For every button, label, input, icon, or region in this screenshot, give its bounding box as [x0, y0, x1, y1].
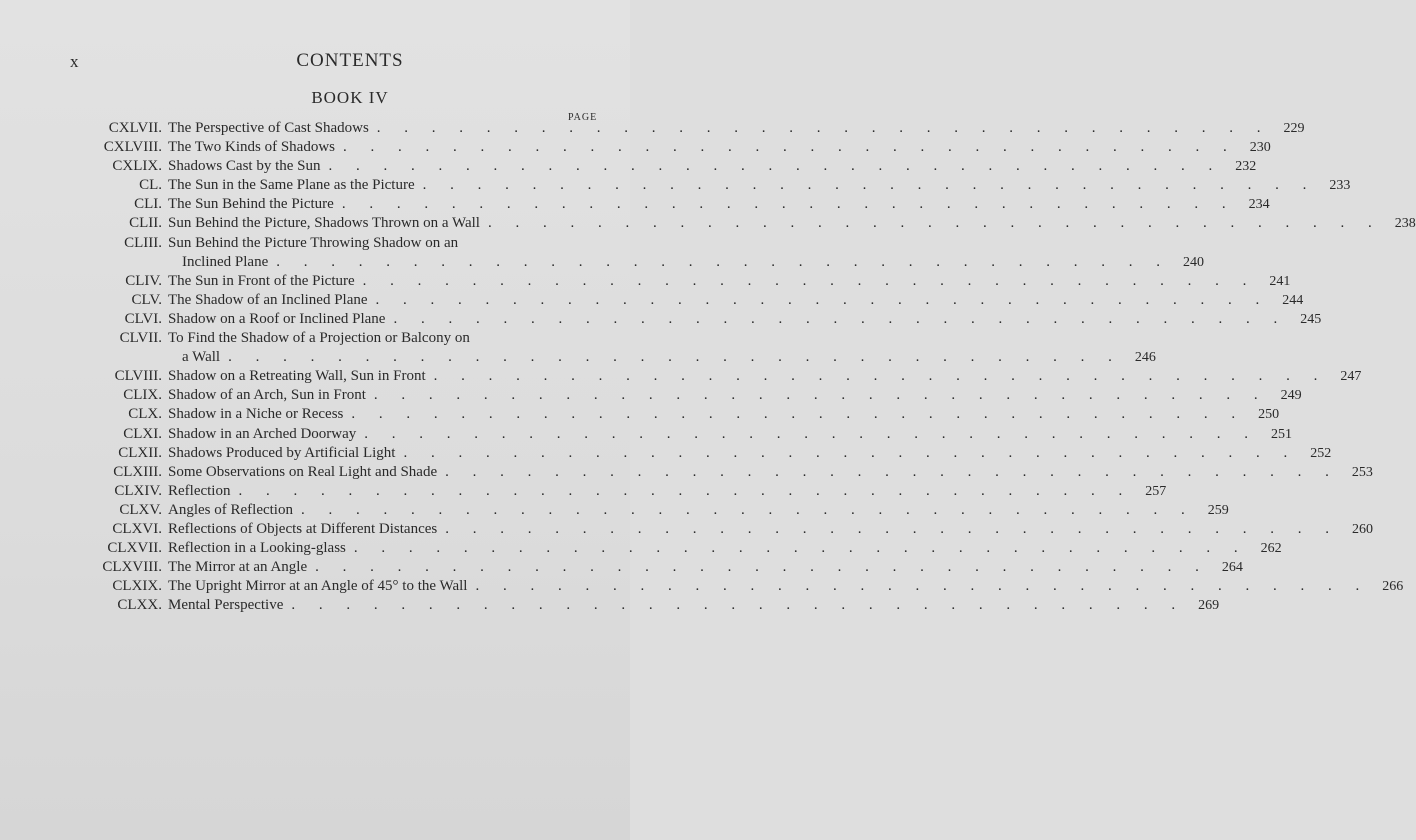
toc-entry: [60, 176, 1351, 195]
chapter-number: CXLVII.: [108, 120, 162, 136]
chapter-title: Shadow of an Arch, Sun in Front: [168, 387, 366, 404]
chapter-title: The Sun in Front of the Picture: [168, 272, 355, 289]
chapter-number: CLIX.: [123, 387, 162, 404]
chapter-title: Shadows Cast by the Sun: [168, 158, 321, 175]
dot-leaders: . . . . . . . . . . . . . . . . . . . . . . . . . . . . . . . . .: [328, 158, 1223, 175]
dot-leaders: . . . . . . . . . . . . . . . . . . . . . . . . . . . . . . . . .: [373, 387, 1268, 404]
toc-entry: [60, 577, 1404, 596]
toc-entry: [60, 558, 1243, 577]
toc-entry: [60, 329, 1156, 367]
page-ref: 251: [1271, 426, 1293, 442]
dot-leaders: . . . . . . . . . . . . . . . . . . . . . . . . . . . . . . . . .: [433, 368, 1328, 385]
chapter-title: The Two Kinds of Shadows: [168, 139, 335, 156]
dot-leaders: . . . . . . . . . . . . . . . . . . . . . . . . . . . . . . . . .: [364, 425, 1259, 442]
toc-entry: [60, 520, 1373, 539]
page-ref: 233: [1329, 178, 1351, 194]
page-ref: 252: [1310, 445, 1332, 461]
dot-leaders: . . . . . . . . . . . . . . . . . . . . . . . . . . . . . . . . .: [376, 120, 1271, 136]
chapter-title: The Shadow of an Inclined Plane: [168, 291, 368, 308]
chapter-title: Some Observations on Real Light and Shade: [168, 463, 438, 480]
chapter-number: CLXV.: [119, 501, 162, 518]
page-ref: 262: [1260, 541, 1282, 557]
toc-entry: [60, 539, 1282, 558]
page-ref: 245: [1300, 311, 1322, 327]
chapter-number: CLXIX.: [112, 578, 162, 595]
dot-leaders: . . . . . . . . . . . . . . . . . . . . . . . . . . . . . . . . .: [341, 196, 1236, 213]
chapter-number: CLIV.: [125, 272, 162, 289]
toc-entry: [60, 157, 1257, 176]
page-ref: 260: [1351, 521, 1373, 537]
dot-leaders: . . . . . . . . . . . . . . . . . . . . . . . . . . . . . . . . .: [445, 463, 1339, 480]
chapter-title: Shadow in an Arched Doorway: [168, 425, 357, 442]
page-ref: 238: [1394, 216, 1416, 232]
chapter-title: Mental Perspective: [168, 597, 284, 614]
toc-entry: [60, 195, 1270, 214]
chapter-title: Shadow in a Niche or Recess: [168, 406, 344, 423]
chapter-number: CLXX.: [117, 597, 162, 614]
toc-entry: [60, 463, 1373, 482]
dot-leaders: . . . . . . . . . . . . . . . . . . . . . . . . . . . . . . . . .: [475, 578, 1370, 595]
page-ref: 250: [1258, 407, 1280, 423]
toc-entry: [60, 482, 1167, 501]
chapter-title: The Upright Mirror at an Angle of 45° to the Wall: [168, 578, 468, 595]
page-number: x: [70, 52, 80, 71]
chapter-number: CL.: [139, 177, 162, 194]
book-subheading: BOOK IV: [311, 88, 389, 107]
dot-leaders: . . . . . . . . . . . . . . . . . . . . . . . . . . . . . . . . .: [300, 501, 1195, 518]
chapter-title: Reflection: [168, 482, 231, 499]
page-column-label: PAGE: [568, 112, 598, 123]
chapter-number: CLXII.: [118, 444, 162, 461]
chapter-title: Sun Behind the Picture Throwing Shadow on an: [168, 234, 459, 251]
chapter-number: CLI.: [134, 196, 162, 213]
chapter-title: The Sun Behind the Picture: [168, 196, 334, 213]
chapter-title: Angles of Reflection: [168, 501, 293, 518]
chapter-number: CXLIX.: [112, 158, 162, 175]
chapter-title: The Perspective of Cast Shadows: [168, 120, 369, 136]
page-ref: 253: [1351, 464, 1373, 480]
chapter-number: CLIII.: [124, 234, 162, 251]
chapter-title: The Sun in the Same Plane as the Picture: [168, 177, 415, 194]
dot-leaders: . . . . . . . . . . . . . . . . . . . . . . . . . . . . . . . . .: [445, 520, 1339, 537]
page-ref: 240: [1182, 254, 1204, 270]
chapter-title: Reflection in a Looking-glass: [168, 540, 346, 557]
toc-entry: [60, 501, 1229, 520]
chapter-title: Sun Behind the Picture, Shadows Thrown on a Wall: [168, 215, 480, 232]
chapter-title: Shadow on a Roof or Inclined Plane: [168, 310, 386, 327]
toc-entry: [60, 425, 1293, 444]
dot-leaders: . . . . . . . . . . . . . . . . . . . . . . . . . . . . . . . . .: [238, 482, 1133, 499]
page-ref: 249: [1280, 388, 1302, 404]
page-ref: 247: [1340, 369, 1362, 385]
toc-entry: [60, 119, 1305, 138]
page-ref: 266: [1382, 579, 1404, 595]
chapter-title: Shadow on a Retreating Wall, Sun in Front: [168, 368, 426, 385]
chapter-number: CLVIII.: [114, 368, 162, 385]
dot-leaders: . . . . . . . . . . . . . . . . . . . . . . . . . . . . . . . . .: [487, 215, 1382, 232]
chapter-number: CLX.: [128, 406, 162, 423]
chapter-number: CLV.: [131, 291, 162, 308]
toc-entry: [60, 272, 1291, 291]
chapter-title: The Mirror at an Angle: [168, 559, 308, 576]
toc-entry: [60, 234, 1204, 272]
page-ref: 257: [1145, 483, 1167, 499]
chapter-number: CLVII.: [119, 330, 162, 347]
page-ref: 246: [1134, 350, 1156, 366]
dot-leaders: . . . . . . . . . . . . . . . . . . . . . . . . . . . . . . . . .: [375, 291, 1270, 308]
chapter-number: CLXVI.: [112, 520, 162, 537]
chapter-number: CXLVIII.: [103, 139, 162, 156]
toc-entry: [60, 214, 1416, 233]
page-ref: 264: [1221, 560, 1243, 576]
dot-leaders: . . . . . . . . . . . . . . . . . . . . . . . . . . . . . . . . .: [228, 349, 1122, 366]
page-ref: 269: [1198, 598, 1220, 614]
page-ref: 259: [1207, 502, 1229, 518]
table-of-contents: [60, 119, 1416, 615]
chapter-number: CLXIII.: [113, 463, 162, 480]
page-ref: 241: [1269, 273, 1291, 289]
dot-leaders: . . . . . . . . . . . . . . . . . . . . . . . . . . . . . . . . .: [276, 253, 1170, 270]
dot-leaders: . . . . . . . . . . . . . . . . . . . . . . . . . . . . . . . . .: [403, 444, 1298, 461]
chapter-number: CLXVIII.: [102, 559, 162, 576]
page-heading: CONTENTS: [296, 50, 404, 71]
dot-leaders: . . . . . . . . . . . . . . . . . . . . . . . . . . . . . . . . .: [353, 540, 1248, 557]
toc-entry: [60, 386, 1302, 405]
chapter-number: CLII.: [129, 215, 162, 232]
chapter-title: To Find the Shadow of a Projection or Balcony on: [168, 330, 470, 347]
toc-entry: [60, 138, 1271, 157]
page-ref: 234: [1248, 197, 1270, 213]
chapter-number: CLXVII.: [107, 540, 162, 557]
dot-leaders: . . . . . . . . . . . . . . . . . . . . . . . . . . . . . . . . .: [315, 559, 1209, 576]
toc-entry: [60, 596, 1220, 615]
toc-entry: [60, 444, 1332, 463]
page-ref: 244: [1282, 292, 1304, 308]
page-ref: 229: [1283, 121, 1305, 136]
dot-leaders: . . . . . . . . . . . . . . . . . . . . . . . . . . . . . . . . .: [343, 139, 1237, 156]
chapter-number: CLXI.: [123, 425, 162, 442]
dot-leaders: . . . . . . . . . . . . . . . . . . . . . . . . . . . . . . . . .: [393, 310, 1288, 327]
dot-leaders: . . . . . . . . . . . . . . . . . . . . . . . . . . . . . . . . .: [351, 406, 1246, 423]
dot-leaders: . . . . . . . . . . . . . . . . . . . . . . . . . . . . . . . . .: [291, 597, 1186, 614]
toc-entry: [60, 405, 1280, 424]
toc-entry: [60, 310, 1322, 329]
chapter-title: Shadows Produced by Artificial Light: [168, 444, 396, 461]
chapter-number: CLXIV.: [114, 482, 162, 499]
toc-entry: [60, 367, 1362, 386]
dot-leaders: . . . . . . . . . . . . . . . . . . . . . . . . . . . . . . . . .: [422, 177, 1317, 194]
page-ref: 232: [1235, 159, 1257, 175]
chapter-title-continued: a Wall: [182, 349, 221, 366]
chapter-title-continued: Inclined Plane: [182, 253, 269, 270]
dot-leaders: . . . . . . . . . . . . . . . . . . . . . . . . . . . . . . . . .: [362, 272, 1257, 289]
toc-entry: [60, 291, 1304, 310]
chapter-number: CLVI.: [124, 310, 162, 327]
page-ref: 230: [1249, 140, 1271, 156]
chapter-title: Reflections of Objects at Different Distances: [168, 520, 438, 537]
